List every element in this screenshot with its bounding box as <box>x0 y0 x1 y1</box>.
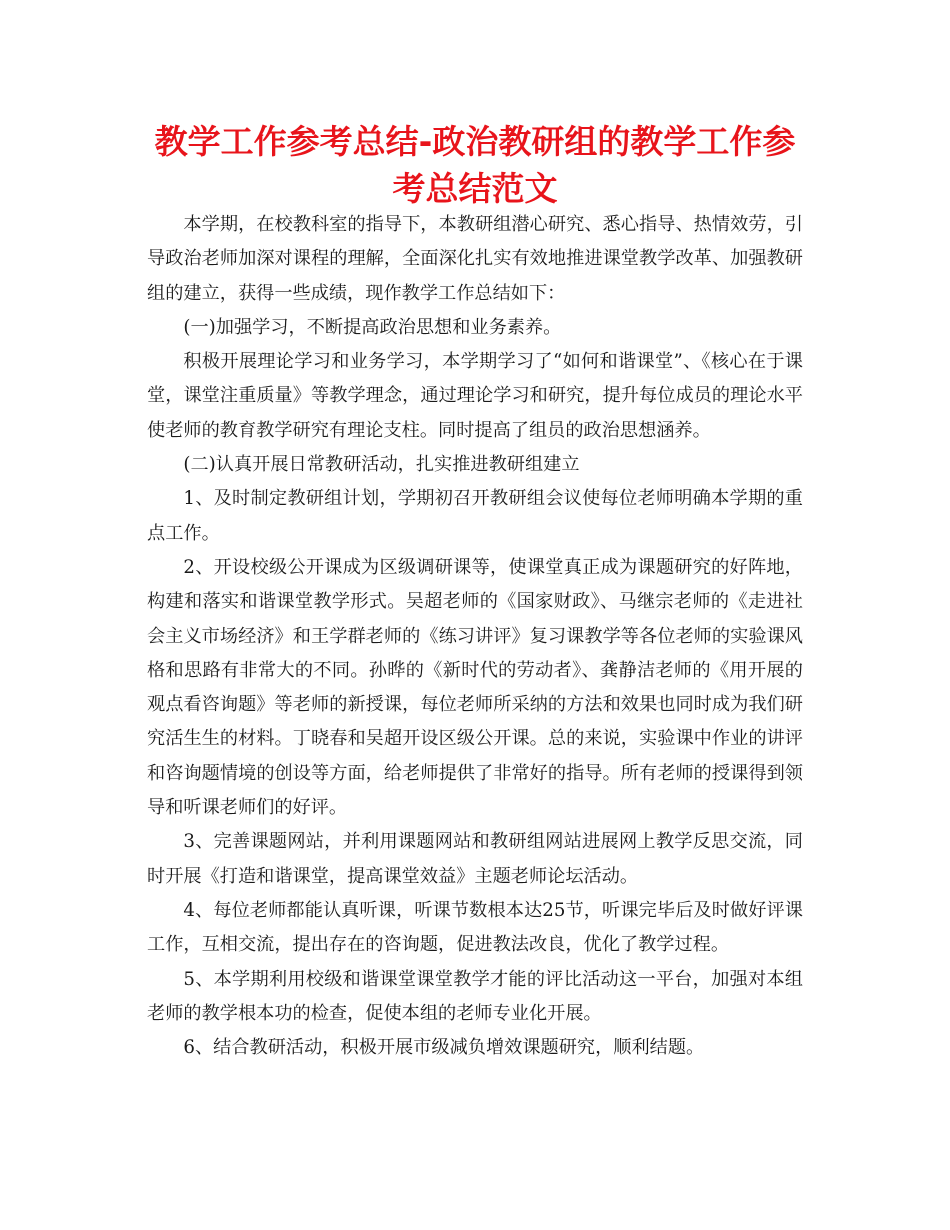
section-heading-2: (二)认真开展日常教研活动，扎实推进教研组建立 <box>183 454 580 476</box>
document-title: 教学工作参考总结-政治教研组的教学工作参考总结范文 <box>154 122 796 208</box>
list-item-5: 5、本学期利用校级和谐课堂课堂教学才能的评比活动这一平台，加强对本组老师的教学根本功的检查，促使本组的老师专业化开展。 <box>147 968 803 1024</box>
list-item-2: 2、开设校级公开课成为区级调研课等，使课堂真正成为课题研究的好阵地，构建和落实和谐课堂教学形式。吴超老师的《国家财政》、马继宗老师的《走进社会主义市场经济》和王学群老师的《练习讲评》复习课教学等各位老师的实验课风格和思路有非常大的不同。孙晔的《新时代的劳动者》、龚静洁老师的《用开展的观点看咨询题》等老师的新授课，每位老师所采纳的方法和效果也同时成为我们研究活生生的材料。丁晓春和吴超开设区级公开课。总的来说，实验课中作业的讲评和咨询题情境的创设等方面，给老师提供了非常好的指导。所有老师的授课得到领导和听课老师们的好评。 <box>147 556 803 819</box>
paragraph-intro: 本学期，在校教科室的指导下，本教研组潜心研究、悉心指导、热情效劳，引导政治老师加深对课程的理解，全面深化扎实有效地推进课堂教学改革、加强教研组的建立，获得一些成绩，现作教学工作总结如下： <box>147 214 803 304</box>
list-item-3: 3、完善课题网站，并利用课题网站和教研组网站进展网上教学反思交流，同时开展《打造和谐课堂，提高课堂效益》主题老师论坛活动。 <box>147 831 803 887</box>
section-heading-1: (一)加强学习，不断提高政治思想和业务素养。 <box>183 316 562 338</box>
document-body <box>147 208 803 1065</box>
list-item-1: 1、及时制定教研组计划，学期初召开教研组会议使每位老师明确本学期的重点工作。 <box>147 488 803 544</box>
paragraph-theory-study: 积极开展理论学习和业务学习，本学期学习了“如何和谐课堂”、《核心在于课堂，课堂注重质量》等教学理念，通过理论学习和研究，提升每位成员的理论水平使老师的教育教学研究有理论支柱。同时提高了组员的政治思想涵养。 <box>147 351 803 441</box>
list-item-4: 4、每位老师都能认真听课，听课节数根本达25节，听课完毕后及时做好评课工作，互相交流，提出存在的咨询题，促进教法改良，优化了教学过程。 <box>147 899 803 956</box>
list-item-6: 6、结合教研活动，积极开展市级减负增效课题研究，顺利结题。 <box>183 1037 705 1059</box>
